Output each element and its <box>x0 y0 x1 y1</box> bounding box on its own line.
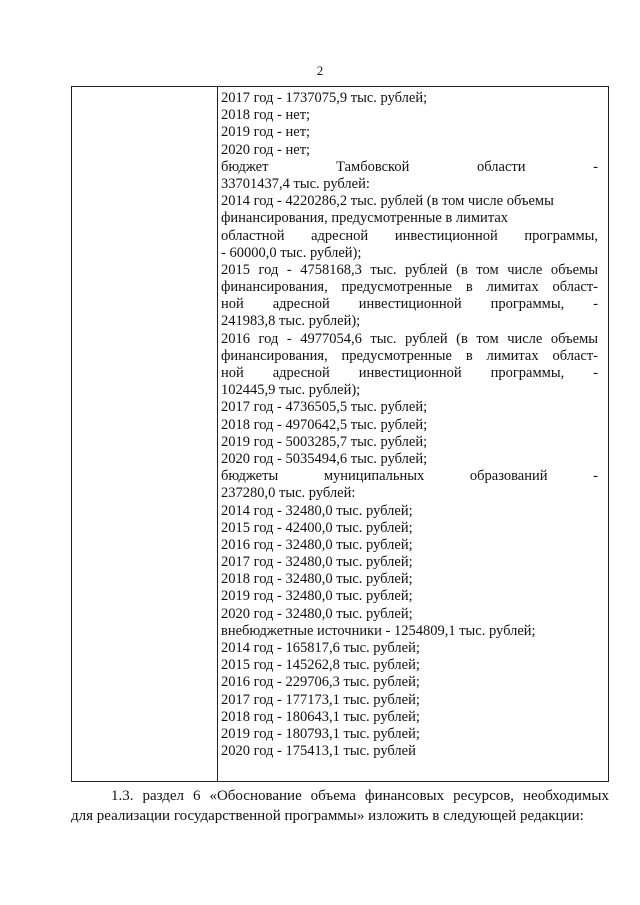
funding-line: 2015 год - 4758168,3 тыс. рублей (в том числе объемы <box>221 261 598 278</box>
page-number: 2 <box>316 63 324 78</box>
funding-line: 2018 год - 4970642,5 тыс. рублей; <box>221 416 428 433</box>
funding-line: 2017 год - 4736505,5 тыс. рублей; <box>221 399 428 416</box>
funding-line: 2017 год - 1737075,9 тыс. рублей; <box>221 90 428 106</box>
section-paragraph <box>71 786 609 826</box>
funding-line: 2019 год - 5003285,7 тыс. рублей; <box>221 433 428 450</box>
funding-line: финансирования, предусмотренные в лимитах <box>221 210 509 227</box>
funding-line: 2019 год - нет; <box>221 124 311 141</box>
funding-line: 2018 год - нет; <box>221 107 311 124</box>
funding-line: областной адресной инвестиционной программы, <box>221 227 598 244</box>
funding-table <box>71 86 609 782</box>
funding-line: ной адресной инвестиционной программы, - <box>221 365 598 381</box>
funding-line: - 60000,0 тыс. рублей); <box>221 244 362 261</box>
funding-line: 2016 год - 32480,0 тыс. рублей; <box>221 536 413 553</box>
funding-line: финансирования, предусмотренные в лимитах област- <box>221 279 598 296</box>
funding-line: ной адресной инвестиционной программы, - <box>221 296 598 313</box>
funding-line: 2014 год - 32480,0 тыс. рублей; <box>221 502 413 519</box>
funding-line: 2019 год - 32480,0 тыс. рублей; <box>221 588 413 605</box>
funding-line: 2019 год - 180793,1 тыс. рублей; <box>221 725 420 742</box>
funding-line: бюджеты муниципальных образований - <box>221 468 598 485</box>
funding-line: 2018 год - 180643,1 тыс. рублей; <box>221 708 420 725</box>
funding-line: 2017 год - 177173,1 тыс. рублей; <box>221 691 420 708</box>
funding-line: 2016 год - 4977054,6 тыс. рублей (в том числе объемы <box>221 330 598 347</box>
funding-line: 33701437,4 тыс. рублей: <box>221 175 370 192</box>
funding-line: 2015 год - 42400,0 тыс. рублей; <box>221 519 413 536</box>
funding-line: 2020 год - нет; <box>221 141 311 158</box>
funding-line: 2016 год - 229706,3 тыс. рублей; <box>221 674 420 691</box>
funding-line: 241983,8 тыс. рублей); <box>221 313 361 330</box>
funding-line: финансирования, предусмотренные в лимитах област- <box>221 347 598 364</box>
funding-line: 2015 год - 145262,8 тыс. рублей; <box>221 657 420 674</box>
funding-line: 2017 год - 32480,0 тыс. рублей; <box>221 554 413 571</box>
funding-line: 2020 год - 32480,0 тыс. рублей; <box>221 605 413 622</box>
funding-line: 2018 год - 32480,0 тыс. рублей; <box>221 571 413 588</box>
paragraph-line: 1.3. раздел 6 «Обоснование объема финансовых ресурсов, необходимых <box>111 788 609 804</box>
funding-details-cell <box>221 90 598 760</box>
funding-line: 2020 год - 175413,1 тыс. рублей <box>221 743 416 760</box>
funding-line: бюджет Тамбовской области - <box>221 158 598 175</box>
funding-line: 102445,9 тыс. рублей); <box>221 382 361 399</box>
funding-line: 237280,0 тыс. рублей: <box>221 485 356 502</box>
funding-line: 2020 год - 5035494,6 тыс. рублей; <box>221 450 428 467</box>
funding-line: 2014 год - 4220286,2 тыс. рублей (в том числе объемы <box>221 193 554 210</box>
funding-line: внебюджетные источники - 1254809,1 тыс. рублей; <box>221 622 536 639</box>
paragraph-line: для реализации государственной программы» изложить в следующей редакции: <box>71 808 584 824</box>
table-column-divider <box>217 87 218 781</box>
funding-line: 2014 год - 165817,6 тыс. рублей; <box>221 640 420 656</box>
